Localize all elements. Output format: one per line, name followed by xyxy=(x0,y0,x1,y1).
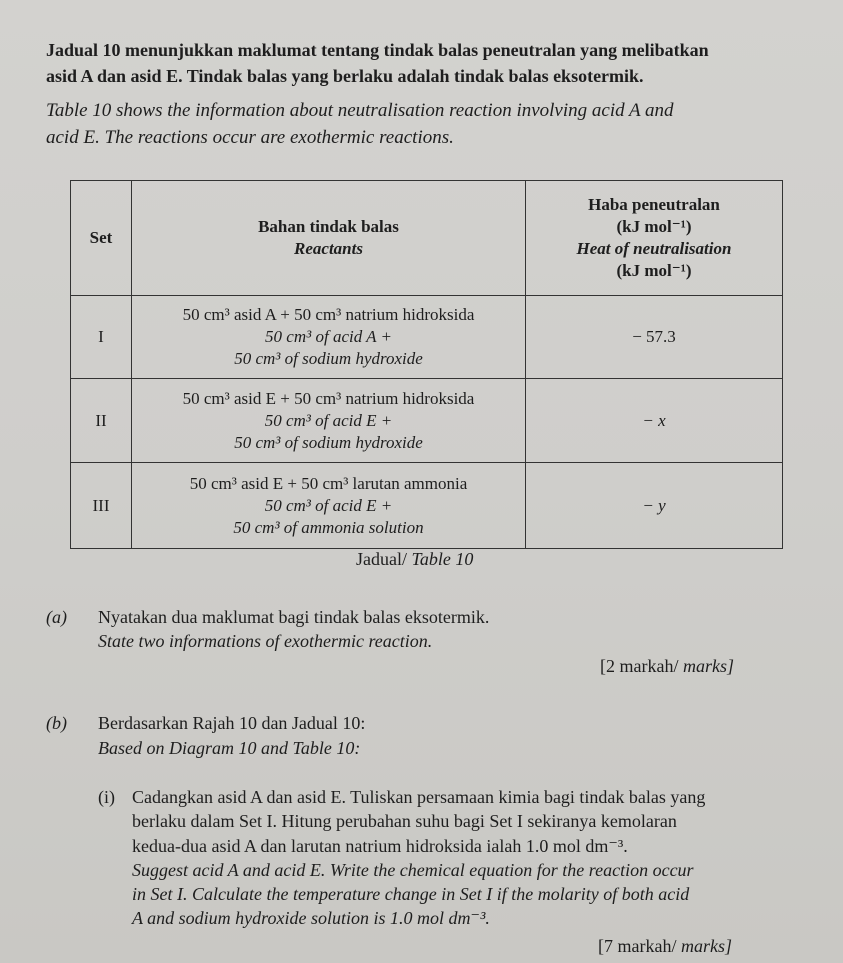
qbi-en-2: in Set I. Calculate the temperature change in Set I if the molarity of both acid xyxy=(132,884,690,904)
reactants-en-2: 50 cm³ of sodium hydroxide xyxy=(234,349,423,368)
reactants-en-1: 50 cm³ of acid E + xyxy=(264,495,393,515)
header-set: Set xyxy=(71,181,132,296)
header-heat-ms: Haba peneutralan xyxy=(588,195,720,214)
header-reactants xyxy=(132,181,526,296)
qb-en: Based on Diagram 10 and Table 10: xyxy=(98,738,361,758)
header-heat-en: Heat of neutralisation xyxy=(576,239,732,258)
intro-ms-2: asid A dan asid E. Tindak balas yang berlaku adalah tindak balas eksotermik. xyxy=(46,66,644,86)
qa-ms: Nyatakan dua maklumat bagi tindak balas eksotermik. xyxy=(98,607,490,627)
qbi-ms-3: kedua-dua asid A dan larutan natrium hidroksida ialah 1.0 mol dm⁻³. xyxy=(132,836,628,856)
caption-ms: Jadual/ xyxy=(356,549,407,569)
qbi-ms-2: berlaku dalam Set I. Hitung perubahan suhu bagi Set I sekiranya kemolaran xyxy=(132,811,677,831)
table-row xyxy=(71,463,783,549)
reactants-en-1: 50 cm³ of acid A + xyxy=(265,327,392,346)
qbi-en-3: A and sodium hydroxide solution is 1.0 mol dm⁻³. xyxy=(132,908,490,928)
qb-ms: Berdasarkan Rajah 10 dan Jadual 10: xyxy=(98,713,366,733)
qbi-en-1: Suggest acid A and acid E. Write the chemical equation for the reaction occur xyxy=(132,860,694,880)
header-heat-unit: (kJ mol⁻¹) xyxy=(616,217,692,236)
reactants-ms: 50 cm³ asid E + 50 cm³ natrium hidroksida xyxy=(182,388,475,408)
marks-en: marks] xyxy=(682,656,734,676)
header-reactants-ms: Bahan tindak balas xyxy=(258,217,399,236)
row-set: II xyxy=(71,379,132,463)
intro-en-2: acid E. The reactions occur are exothermic reactions. xyxy=(46,127,454,148)
row-reactants xyxy=(132,379,526,463)
row-reactants xyxy=(132,296,526,379)
marks-ms: [7 markah/ xyxy=(598,936,677,956)
qa-marks xyxy=(600,656,734,677)
table-row xyxy=(71,379,783,463)
qbi-marks xyxy=(598,936,732,957)
header-reactants-en: Reactants xyxy=(294,239,363,258)
row-set: III xyxy=(71,463,132,549)
qb-label: (b) xyxy=(46,713,67,733)
row-set: I xyxy=(71,296,132,379)
reactants-ms: 50 cm³ asid A + 50 cm³ natrium hidroksida xyxy=(182,305,475,324)
intro-ms-1: Jadual 10 menunjukkan maklumat tentang tindak balas peneutralan yang melibatkan xyxy=(46,40,709,60)
qbi-label: (i) xyxy=(98,787,115,807)
qa-label: (a) xyxy=(46,607,67,627)
data-table xyxy=(70,180,783,549)
table-row xyxy=(71,296,783,379)
qbi-ms-1: Cadangkan asid A dan asid E. Tuliskan persamaan kimia bagi tindak balas yang xyxy=(132,787,706,807)
marks-ms: [2 markah/ xyxy=(600,656,679,676)
row-heat: − y xyxy=(526,463,783,549)
table-caption xyxy=(356,549,473,570)
reactants-en-1: 50 cm³ of acid E + xyxy=(264,410,393,430)
reactants-ms: 50 cm³ asid E + 50 cm³ larutan ammonia xyxy=(189,473,468,493)
header-heat xyxy=(526,181,783,296)
qa-en: State two informations of exothermic reaction. xyxy=(98,631,433,651)
header-heat-unit-en: (kJ mol⁻¹) xyxy=(616,261,692,280)
marks-en: marks] xyxy=(680,936,732,956)
intro-en-1: Table 10 shows the information about neutralisation reaction involving acid A and xyxy=(46,100,674,121)
reactants-en-2: 50 cm³ of sodium hydroxide xyxy=(234,432,423,452)
caption-en: Table 10 xyxy=(411,549,474,569)
reactants-en-2: 50 cm³ of ammonia solution xyxy=(233,517,424,537)
row-reactants xyxy=(132,463,526,549)
row-heat: − x xyxy=(526,379,783,463)
row-heat: − 57.3 xyxy=(526,296,783,379)
